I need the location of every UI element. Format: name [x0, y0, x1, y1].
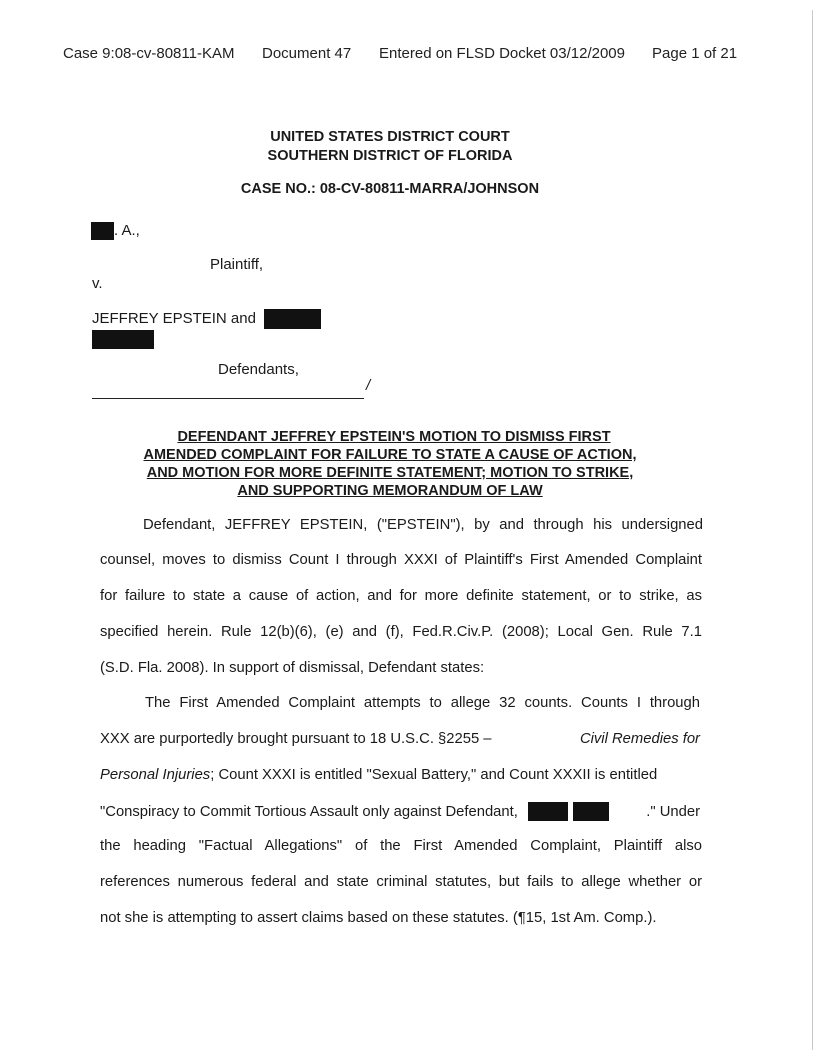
motion-title-line: AND MOTION FOR MORE DEFINITE STATEMENT; MOTION TO STRIKE, — [146, 465, 634, 481]
paragraph-line: for failure to state a cause of action, and for more definite statement, or to strike, as — [100, 588, 702, 604]
header-case-number: Case 9:08-cv-80811-KAM — [63, 45, 235, 62]
paragraph-line: The First Amended Complaint attempts to allege 32 counts. Counts I through — [145, 695, 700, 711]
redaction-bar — [573, 802, 609, 821]
caption-slash: / — [366, 377, 371, 394]
versus-label: v. — [92, 275, 103, 292]
redaction-bar — [92, 330, 154, 349]
paragraph-line: not she is attempting to assert claims based on these statutes. (¶15, 1st Am. Comp.). — [100, 910, 657, 926]
paragraph-line: (S.D. Fla. 2008). In support of dismissal, Defendant states: — [100, 660, 485, 676]
redaction-bar — [264, 309, 321, 329]
paragraph-line: Defendant, JEFFREY EPSTEIN, ("EPSTEIN"), by and through his undersigned — [143, 517, 703, 533]
court-district: SOUTHERN DISTRICT OF FLORIDA — [267, 148, 513, 164]
motion-title-line: AND SUPPORTING MEMORANDUM OF LAW — [237, 483, 543, 499]
caption-signature-line — [92, 398, 364, 399]
motion-title-line: DEFENDANT JEFFREY EPSTEIN'S MOTION TO DISMISS FIRST — [177, 429, 611, 445]
plaintiff-label: Plaintiff, — [210, 256, 264, 273]
plaintiff-name: . A., — [91, 222, 140, 240]
redaction-bar — [91, 222, 114, 240]
court-name: UNITED STATES DISTRICT COURT — [270, 129, 510, 145]
redaction-bar — [528, 802, 568, 821]
header-docket-entry: Entered on FLSD Docket 03/12/2009 — [379, 45, 625, 62]
motion-title-line: AMENDED COMPLAINT FOR FAILURE TO STATE A CAUSE OF ACTION, — [143, 447, 637, 463]
defendants-label: Defendants, — [218, 361, 299, 378]
paragraph-line: references numerous federal and state criminal statutes, but fails to allege whether or — [100, 874, 702, 890]
case-number: CASE NO.: 08-CV-80811-MARRA/JOHNSON — [240, 181, 540, 197]
paragraph-line: specified herein. Rule 12(b)(6), (e) and (f), Fed.R.Civ.P. (2008); Local Gen. Rule 7.1 — [100, 624, 702, 640]
paragraph-line: XXX are purportedly brought pursuant to 18 U.S.C. §2255 – Civil Remedies for — [100, 731, 700, 747]
header-document-number: Document 47 — [262, 45, 352, 62]
defendant-name: JEFFREY EPSTEIN and — [92, 309, 321, 329]
paragraph-line: Personal Injuries ; Count XXXI is entitled "Sexual Battery," and Count XXXII is entitled — [100, 767, 658, 783]
header-page-number: Page 1 of 21 — [652, 45, 738, 62]
paragraph-line: "Conspiracy to Commit Tortious Assault only against Defendant, ." Under — [100, 803, 700, 820]
paragraph-line: counsel, moves to dismiss Count I through XXXI of Plaintiff's First Amended Complaint — [100, 552, 702, 568]
paragraph-line: the heading "Factual Allegations" of the First Amended Complaint, Plaintiff also — [100, 838, 702, 854]
page-edge-line — [812, 10, 813, 1050]
